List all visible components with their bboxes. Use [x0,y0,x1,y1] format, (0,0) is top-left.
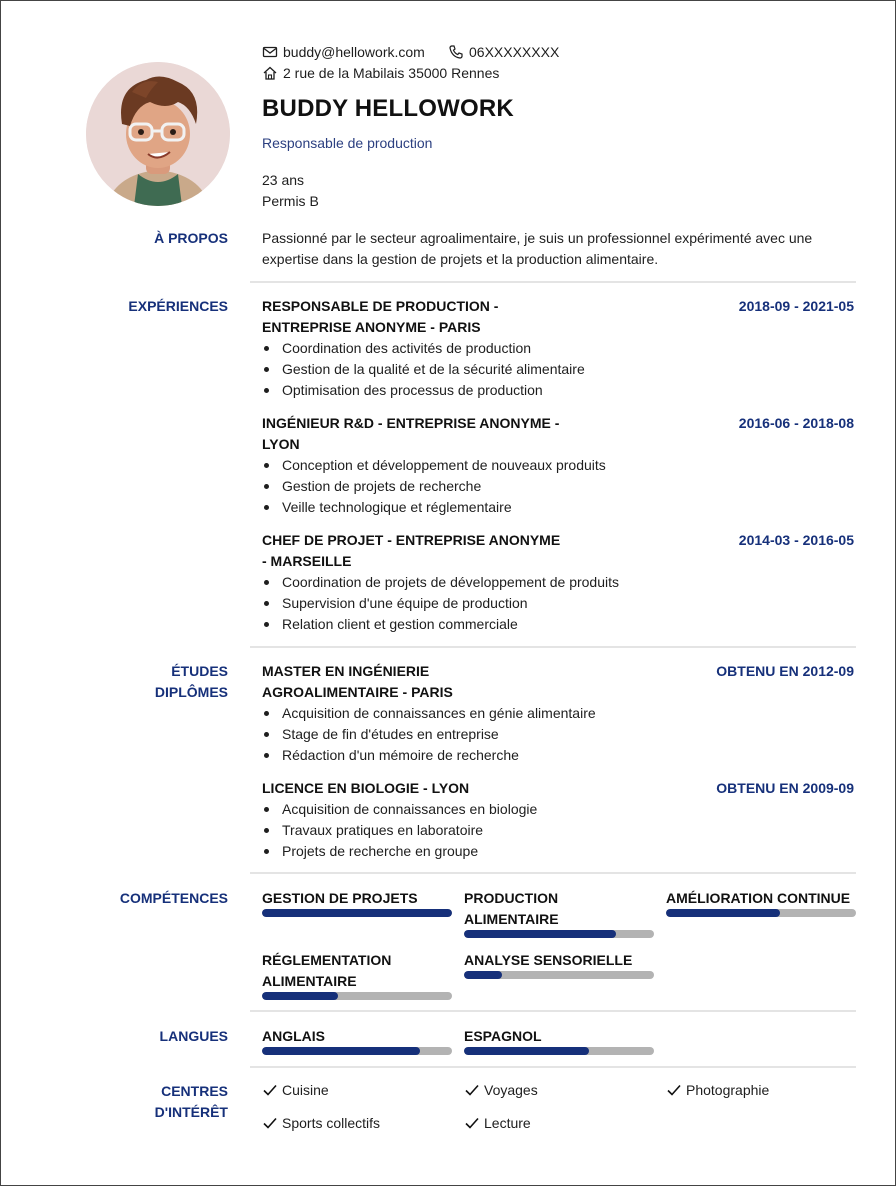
skill-label: RÉGLEMENTATION [262,952,392,968]
check-icon [666,1082,682,1098]
divider [250,1010,856,1012]
interest-label: Sports collectifs [282,1115,381,1131]
bullet-item: Gestion de projets de recherche [262,476,606,497]
bullet-item: Conception et développement de nouveaux produits [262,455,606,476]
language-bar [464,1047,654,1055]
about-text: Passionné par le secteur agroalimentaire, je suis un professionnel expérimenté avec une expertise dans la gestion de projets et la production alimentaire. [262,230,813,267]
entry-date: 2014-03 - 2016-05 [738,532,854,548]
interest-item [262,1115,380,1131]
entry-date: 2016-06 - 2018-08 [738,415,854,431]
check-icon [464,1082,480,1098]
entry-bullets [262,455,606,518]
language-bar [262,1047,452,1055]
section-title-experiences: EXPÉRIENCES [128,298,228,314]
phone-text[interactable]: 06XXXXXXXX [469,44,560,60]
skill-label: ALIMENTAIRE [262,973,357,989]
bullet-item: Rédaction d'un mémoire de recherche [262,745,596,766]
interest-item [262,1082,329,1098]
section-title-languages: LANGUES [159,1028,228,1044]
bullet-item: Relation client et gestion commerciale [262,614,619,635]
skill-label: AMÉLIORATION CONTINUE [666,890,851,906]
language-bar-fill [262,1047,420,1055]
section-title-interests: CENTRES D'INTÉRÊT [154,1083,228,1120]
language-item [464,1026,654,1055]
check-icon [262,1082,278,1098]
entry-date: OBTENU EN 2009-09 [716,780,854,796]
interest-label: Photographie [686,1082,770,1098]
bullet-item: Acquisition de connaissances en biologie [262,799,537,820]
bullet-item: Coordination de projets de développement de produits [262,572,619,593]
section-title-about: À PROPOS [154,230,228,246]
divider [250,1066,856,1068]
bullet-item: Optimisation des processus de production [262,380,585,401]
entry-bullets [262,338,585,401]
contact-phone[interactable] [448,44,559,60]
contact-address [262,65,499,81]
language-label: ANGLAIS [262,1028,325,1044]
bullet-item: Supervision d'une équipe de production [262,593,619,614]
mail-icon [262,44,278,60]
bullet-item: Acquisition de connaissances en génie alimentaire [262,703,596,724]
skill-bar-fill [464,930,616,938]
home-icon [262,65,278,81]
language-label: ESPAGNOL [464,1028,542,1044]
entry-date: 2018-09 - 2021-05 [738,298,854,314]
phone-icon [448,44,464,60]
skill-item [262,950,452,1000]
candidate-name: BUDDY HELLOWORK [262,95,514,122]
interest-item [464,1082,538,1098]
interest-item [666,1082,769,1098]
entry-title: CHEF DE PROJET - ENTREPRISE ANONYME - MARSEILLE [262,532,561,569]
skill-item [262,888,452,917]
driving-license: Permis B [262,193,319,209]
skill-bar [464,971,654,979]
entry-title: MASTER EN INGÉNIERIE AGROALIMENTAIRE - PARIS [262,663,453,700]
skill-bar-fill [262,909,452,917]
bullet-item: Coordination des activités de production [262,338,585,359]
skill-bar [262,992,452,1000]
skill-label: GESTION DE PROJETS [262,890,418,906]
skill-bar-fill [666,909,780,917]
entry-bullets [262,799,537,862]
section-title-skills: COMPÉTENCES [119,890,228,906]
check-icon [464,1115,480,1131]
entry-bullets [262,703,596,766]
interest-label: Lecture [484,1115,531,1131]
entry-bullets [262,572,619,635]
avatar [86,62,230,206]
interest-label: Cuisine [282,1082,329,1098]
email-text[interactable]: buddy@hellowork.com [283,44,425,60]
skill-bar-fill [262,992,338,1000]
skill-label: ALIMENTAIRE [464,911,559,927]
interest-label: Voyages [484,1082,538,1098]
skill-label: PRODUCTION [464,890,559,906]
divider [250,872,856,874]
section-title-education: ÉTUDES DIPLÔMES [154,663,228,700]
skill-bar [262,909,452,917]
divider [250,646,856,648]
skill-item [666,888,856,917]
check-icon [262,1115,278,1131]
bullet-item: Veille technologique et réglementaire [262,497,606,518]
skill-bar [464,930,654,938]
skill-bar-fill [464,971,502,979]
divider [250,281,856,283]
job-title: Responsable de production [262,135,433,151]
bullet-item: Projets de recherche en groupe [262,841,537,862]
entry-date: OBTENU EN 2012-09 [716,663,854,679]
skill-item [464,950,654,979]
bullet-item: Travaux pratiques en laboratoire [262,820,537,841]
age: 23 ans [262,172,305,188]
language-item [262,1026,452,1055]
skill-bar [666,909,856,917]
entry-title: INGÉNIEUR R&D - ENTREPRISE ANONYME - LYON [262,415,560,452]
contact-email[interactable] [262,44,425,60]
skill-label: ANALYSE SENSORIELLE [464,952,633,968]
entry-title: RESPONSABLE DE PRODUCTION - ENTREPRISE ANONYME - PARIS [262,298,499,335]
bullet-item: Stage de fin d'études en entreprise [262,724,596,745]
skill-item [464,888,654,938]
bullet-item: Gestion de la qualité et de la sécurité alimentaire [262,359,585,380]
language-bar-fill [464,1047,589,1055]
entry-title: LICENCE EN BIOLOGIE - LYON [262,780,470,796]
interest-item [464,1115,531,1131]
address-text: 2 rue de la Mabilais 35000 Rennes [283,65,500,81]
